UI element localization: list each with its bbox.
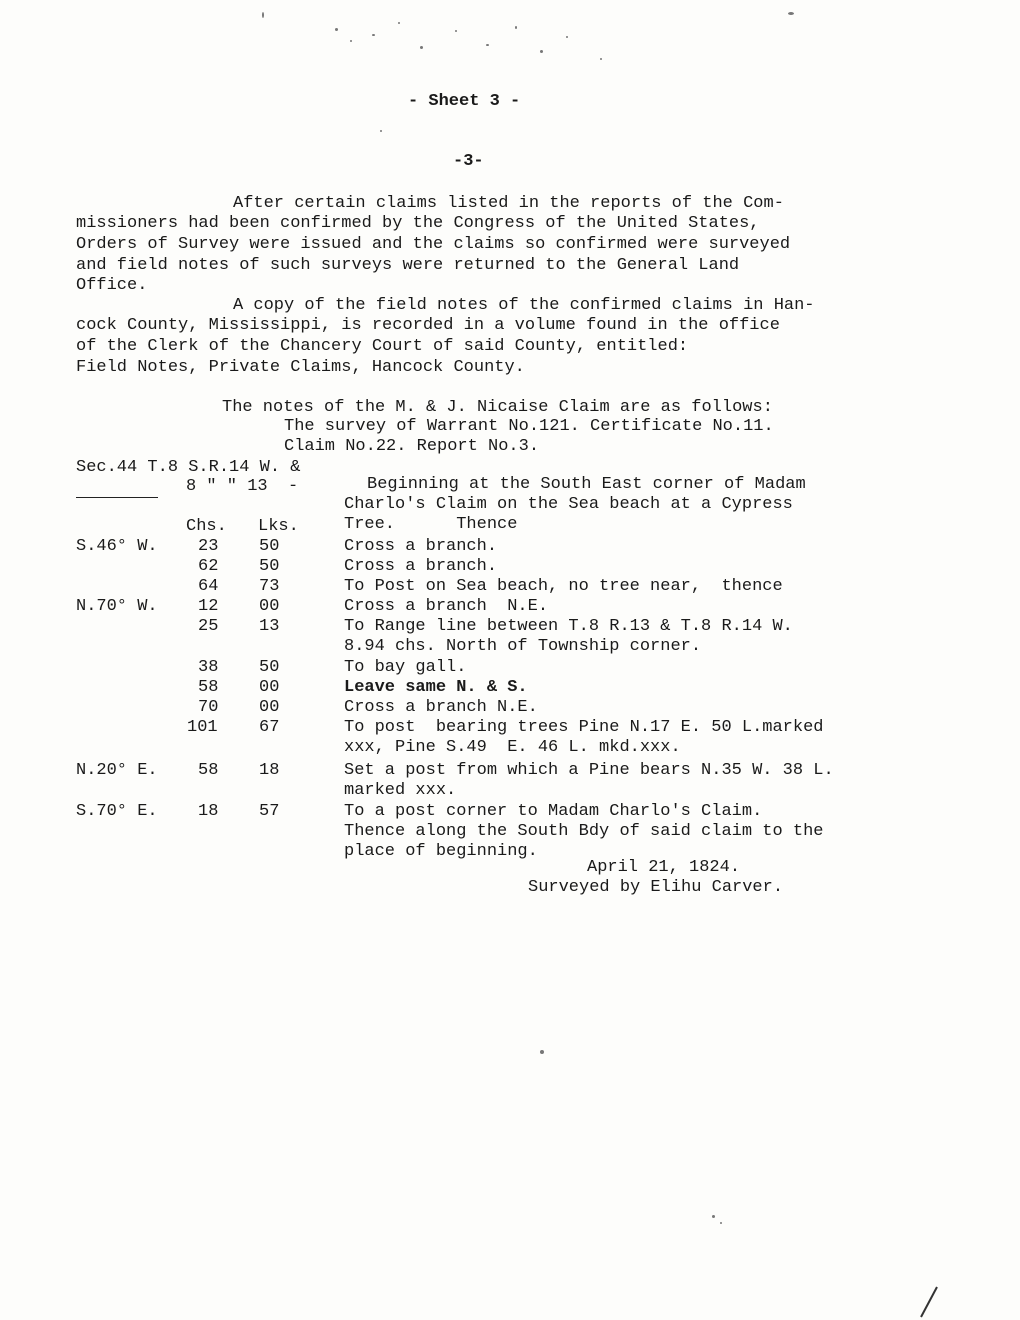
row-chains: 12: [198, 597, 219, 616]
row-links: 00: [259, 698, 280, 717]
row-links: 50: [259, 537, 280, 556]
row-note: Cross a branch.: [344, 537, 498, 556]
section-underline: [76, 497, 158, 498]
row-chains: 70: [198, 698, 219, 717]
section-ref-line: 8 " " 13 -: [186, 477, 299, 496]
claim-heading-line: The notes of the M. & J. Nicaise Claim are as follows:: [222, 398, 773, 417]
paragraph-line: missioners had been confirmed by the Congress of the United States,: [76, 214, 760, 233]
row-note: Thence along the South Bdy of said claim to the: [344, 822, 824, 841]
column-header-chains: Chs.: [186, 517, 227, 536]
page-number: -3-: [453, 152, 484, 171]
survey-intro-line: Tree. Thence: [344, 515, 518, 534]
row-note: Leave same N. & S.: [344, 678, 528, 697]
row-note: To bay gall.: [344, 658, 467, 677]
row-note: Cross a branch N.E.: [344, 597, 549, 616]
row-chains: 62: [198, 557, 219, 576]
paragraph-line: Field Notes, Private Claims, Hancock County.: [76, 358, 525, 377]
row-note: To Post on Sea beach, no tree near, thence: [344, 577, 783, 596]
row-chains: 101: [187, 718, 218, 737]
survey-date: April 21, 1824.: [587, 858, 741, 877]
section-ref-line: Sec.44 T.8 S.R.14 W. &: [76, 458, 301, 477]
row-links: 67: [259, 718, 280, 737]
row-links: 50: [259, 658, 280, 677]
surveyor-line: Surveyed by Elihu Carver.: [528, 878, 784, 897]
row-note: To a post corner to Madam Charlo's Claim.: [344, 802, 763, 821]
row-course: S.70° E.: [76, 802, 158, 821]
row-note: marked xxx.: [344, 781, 457, 800]
row-course: N.20° E.: [76, 761, 158, 780]
row-links: 00: [259, 597, 280, 616]
row-links: 73: [259, 577, 280, 596]
row-chains: 58: [198, 678, 219, 697]
row-note: To post bearing trees Pine N.17 E. 50 L.marked: [344, 718, 824, 737]
paragraph-line: of the Clerk of the Chancery Court of said County, entitled:: [76, 337, 689, 356]
row-chains: 18: [198, 802, 219, 821]
survey-intro-line: Charlo's Claim on the Sea beach at a Cypress: [344, 495, 793, 514]
row-chains: 25: [198, 617, 219, 636]
row-links: 50: [259, 557, 280, 576]
row-course: S.46° W.: [76, 537, 158, 556]
paragraph-line: Orders of Survey were issued and the claims so confirmed were surveyed: [76, 235, 791, 254]
row-note: Cross a branch N.E.: [344, 698, 538, 717]
paragraph-line: After certain claims listed in the reports of the Com-: [233, 194, 784, 213]
claim-heading-line: Claim No.22. Report No.3.: [284, 437, 540, 456]
paragraph-line: A copy of the field notes of the confirmed claims in Han-: [233, 296, 815, 315]
row-chains: 38: [198, 658, 219, 677]
row-course: N.70° W.: [76, 597, 158, 616]
row-note: place of beginning.: [344, 842, 538, 861]
row-links: 57: [259, 802, 280, 821]
row-note: 8.94 chs. North of Township corner.: [344, 637, 702, 656]
row-links: 13: [259, 617, 280, 636]
paragraph-line: and field notes of such surveys were returned to the General Land: [76, 256, 740, 275]
claim-heading-line: The survey of Warrant No.121. Certificate No.11.: [284, 417, 774, 436]
row-chains: 23: [198, 537, 219, 556]
row-note: Set a post from which a Pine bears N.35 W. 38 L.: [344, 761, 834, 780]
sheet-label: - Sheet 3 -: [408, 92, 521, 111]
row-links: 00: [259, 678, 280, 697]
column-header-links: Lks.: [258, 517, 299, 536]
paragraph-line: Office.: [76, 276, 148, 295]
survey-intro-line: Beginning at the South East corner of Madam: [367, 475, 806, 494]
row-note: Cross a branch.: [344, 557, 498, 576]
row-chains: 58: [198, 761, 219, 780]
paragraph-line: cock County, Mississippi, is recorded in a volume found in the office: [76, 316, 780, 335]
row-note: xxx, Pine S.49 E. 46 L. mkd.xxx.: [344, 738, 681, 757]
row-note: To Range line between T.8 R.13 & T.8 R.14 W.: [344, 617, 793, 636]
row-links: 18: [259, 761, 280, 780]
row-chains: 64: [198, 577, 219, 596]
